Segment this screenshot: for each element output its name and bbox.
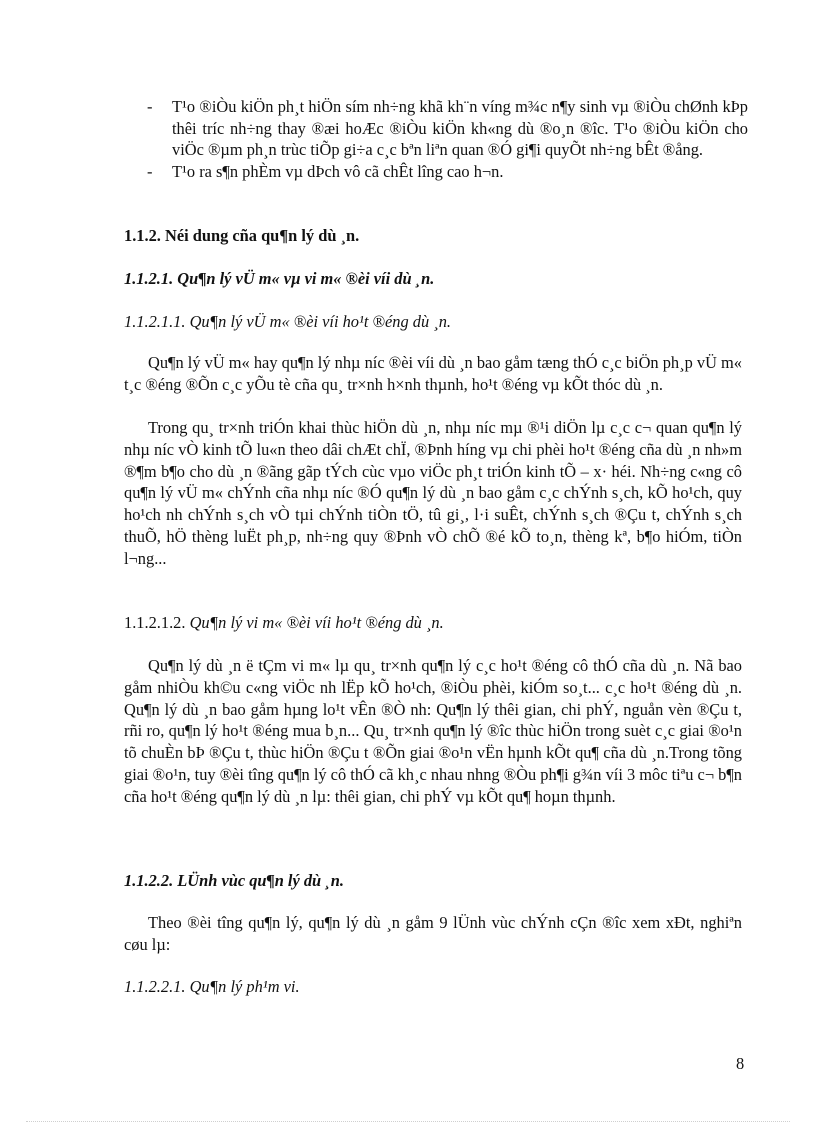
heading-1-1-2-2-1: 1.1.2.2.1. Qu¶n lý ph¹m vi. [124,977,300,996]
paragraph-micro-management: Qu¶n lý dù ¸n ë tÇm vi m« lµ qu¸ tr×nh qu¶n lý c¸c ho¹t ®éng cô thÓ cña dù ¸n. Nã bao gåm nhiÒu kh©u c«ng viÖc nh lËp kÕ ho¹ch, ®iÒu phèi, kiÓm so¸t... c¸c ho¹t ®éng dù ¸n. Qu¶n lý dù ¸n bao gåm hµng lo¹t vÊn ®Ò nh: Qu¶n lý thêi gian, chi phÝ, nguån vèn ®Çu t, rñi ro, qu¶n lý ho¹t ®éng mua b¸n... Qu¸ tr×nh qu¶n lý ®îc thùc hiÖn trong suèt c¸c giai ®o¹n tõ chuÈn bÞ ®Çu t, thùc hiÖn ®Çu t ®Õn giai ®o¹n vËn hµnh kÕt qu¶ cña dù ¸n.Trong tõng giai ®o¹n, tuy ®èi tîng qu¶n lý cô thÓ cã kh¸c nhau nhng ®Òu ph¶i g¾n víi 3 môc tiªu c¬ b¶n cña ho¹t ®éng qu¶n lý dù ¸n lµ: thêi gian, chi phÝ vµ kÕt qu¶ hoµn thµnh. [124,656,742,806]
heading-1-1-2-1-1 [124,311,742,333]
bullet-dash: - [147,97,153,116]
page-number: 8 [736,1054,745,1073]
bullet-text: T¹o ®iÒu kiÖn ph¸t hiÖn sím nh÷ng khã kh¨n víng m¾c n¶y sinh vµ ®iÒu chØnh kÞp thêi tríc nh÷ng thay ®æi hoÆc ®iÒu kiÖn kh«ng dù ®o¸n ®îc. T¹o ®iÒu kiÖn cho viÖc ®µm ph¸n trùc tiÕp gi÷a c¸c bªn liªn quan ®Ó gi¶i quyÕt nh÷ng bÊt ®ång. [172,97,748,160]
heading-1-1-2: 1.1.2. Néi dung cña qu¶n lý dù ¸n. [124,226,360,245]
bullet-text: T¹o ra s¶n phÈm vµ dÞch vô cã chÊt lîng cao h¬n. [172,161,504,181]
heading-text: Qu¶n lý vi m« ®èi víi ho¹t ®éng dù ¸n. [189,613,444,632]
bullet-dash: - [147,161,153,181]
bullet-item [124,96,748,161]
bullet-item [124,161,748,183]
bullet-list [124,96,748,182]
heading-text: Qu¶n lý vÜ m« ®èi víi ho¹t ®éng dù ¸n. [189,312,452,331]
heading-1-1-2-1-2 [124,612,742,634]
heading-number: 1.1.2.1.2. [124,613,186,632]
footer-divider [26,1121,790,1122]
heading-1-1-2-2: 1.1.2.2. LÜnh vùc qu¶n lý dù ¸n. [124,871,344,890]
paragraph-macro-tools: Trong qu¸ tr×nh triÓn khai thùc hiÖn dù ¸n, nhµ níc mµ ®¹i diÖn lµ c¸c c¬ quan qu¶n lý nhµ níc vÒ kinh tÕ lu«n theo dâi chÆt chÏ, ®Þnh híng vµ chi phèi ho¹t ®éng cña dù ¸n nh»m ®¶m b¶o cho dù ¸n ®ãng gãp tÝch cùc vµo viÖc ph¸t triÓn kinh tÕ – x· héi. Nh÷ng c«ng cô qu¶n lý vÜ m« chÝnh cña nhµ níc ®Ó qu¶n lý dù ¸n bao gåm c¸c chÝnh s¸ch, kÕ ho¹ch, quy ho¹ch nh chÝnh s¸ch vÒ tµi chÝnh tiÒn tÖ, tû gi¸, l·i suÊt, chÝnh s¸ch ®Çu t, chÝnh s¸ch thuÕ, hÖ thèng luËt ph¸p, nh÷ng quy ®Þnh vÒ chÕ ®é kÕ to¸n, thèng kª, b¶o hiÓm, tiÒn l¬ng... [124,418,742,568]
paragraph-macro-definition: Qu¶n lý vÜ m« hay qu¶n lý nhµ níc ®èi víi dù ¸n bao gåm tæng thÓ c¸c biÖn ph¸p vÜ m« t¸c ®éng ®Õn c¸c yÕu tè cña qu¸ tr×nh h×nh thµnh, ho¹t ®éng vµ kÕt thóc dù ¸n. [124,353,742,394]
heading-number: 1.1.2.1.1. [124,312,186,331]
heading-1-1-2-1: 1.1.2.1. Qu¶n lý vÜ m« vµ vi m« ®èi víi dù ¸n. [124,269,435,288]
paragraph-nine-fields: Theo ®èi tîng qu¶n lý, qu¶n lý dù ¸n gåm 9 lÜnh vùc chÝnh cÇn ®îc xem xÐt, nghiªn cøu lµ: [124,913,742,954]
